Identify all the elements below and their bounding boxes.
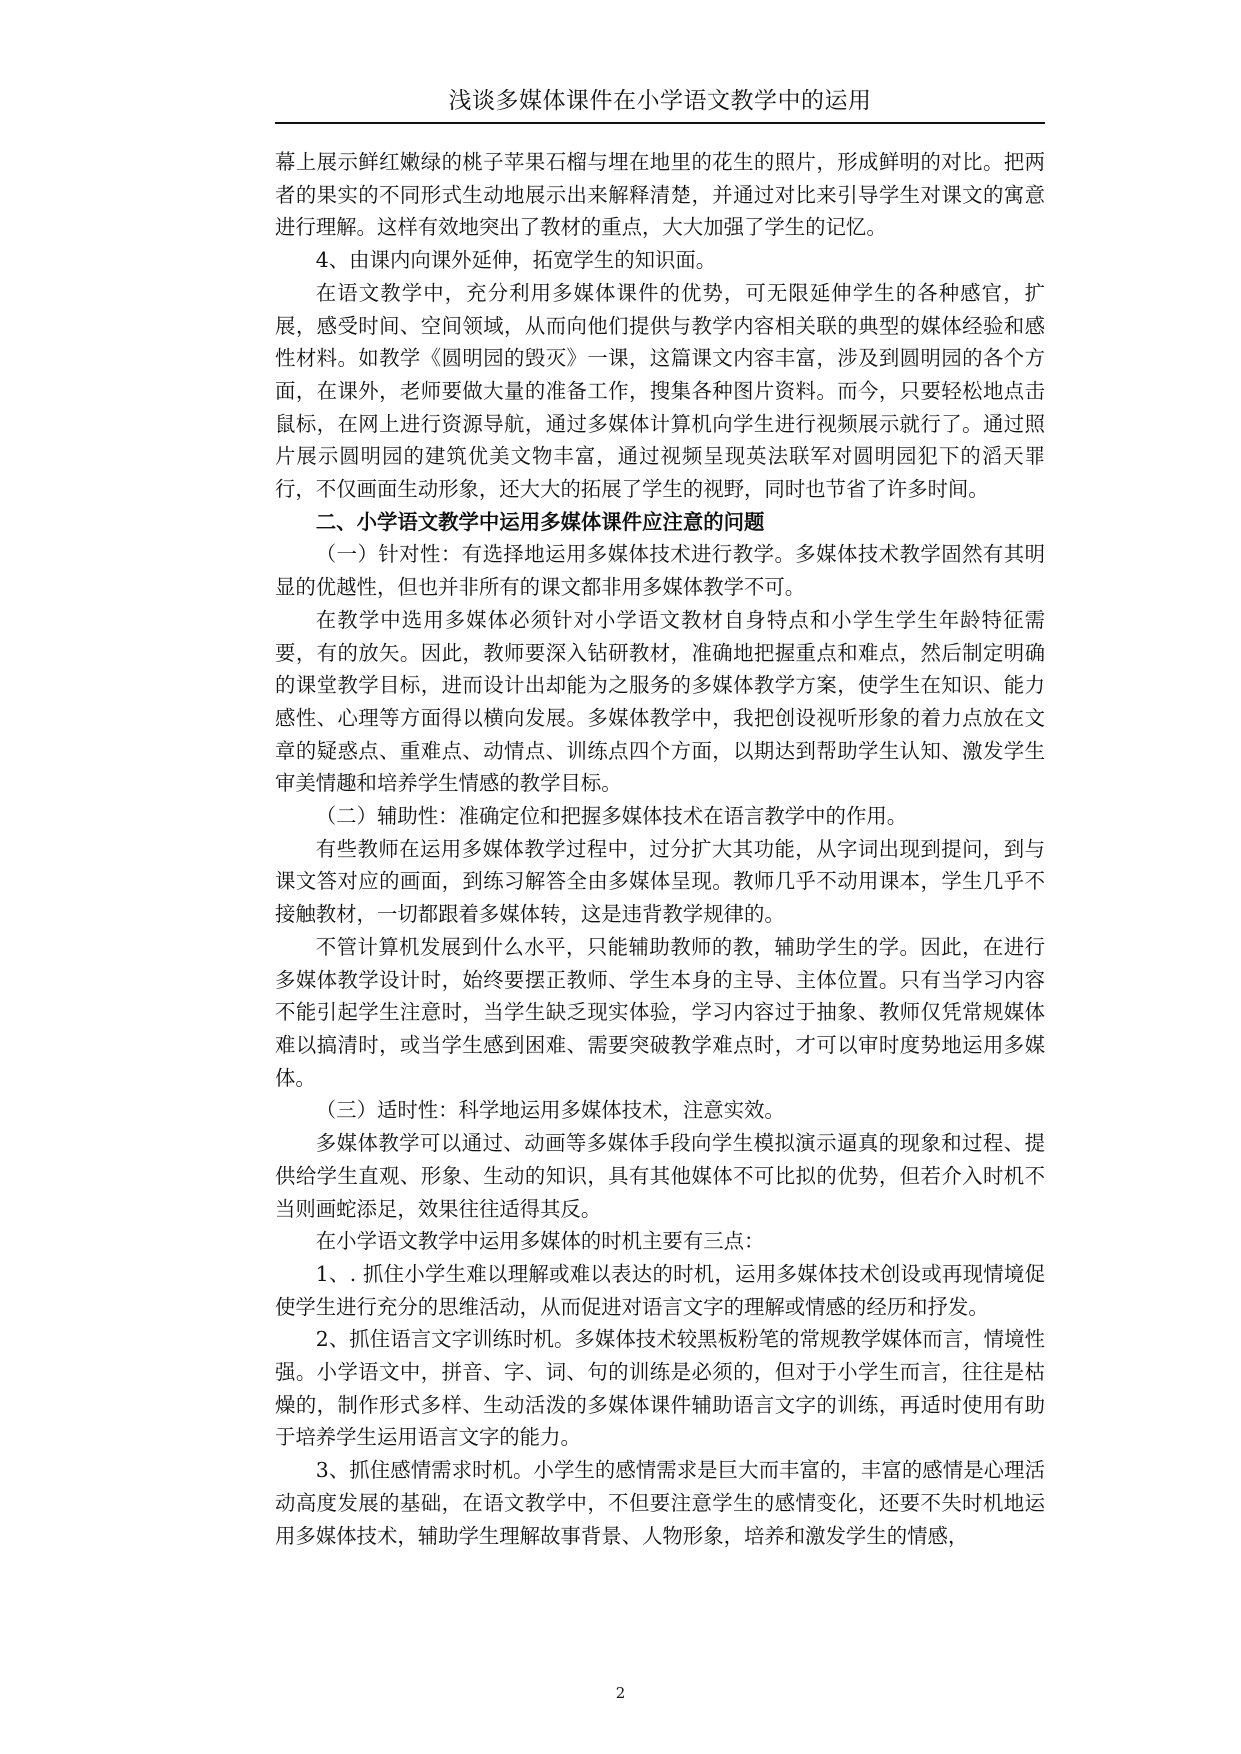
paragraph-point-4: 4、由课内向课外延伸，拓宽学生的知识面。 — [315, 248, 717, 273]
section-heading: 二、小学语文教学中运用多媒体课件应注意的问题 — [315, 509, 765, 534]
list-item-3: 3、抓住感情需求时机。小学生的感情需求是巨大而丰富的，丰富的感情是心理活动高度发展的基础，在语文教学中，不但要注意学生的感情变化，还要不失时机地运用多媒体技术，辅助学生理解故事背景、人物形象，培养和激发学生的情感， — [275, 1458, 1045, 1548]
running-header-title: 浅谈多媒体课件在小学语文教学中的运用 — [448, 88, 872, 114]
paragraph: 有些教师在运用多媒体教学过程中，过分扩大其功能，从字词出现到提问，到与课文答对应的画面，到练习解答全由多媒体呈现。教师几乎不动用课本，学生几乎不接触教材，一切都跟着多媒体转，这是违背教学规律的。 — [275, 836, 1045, 927]
subheading-auxiliary: （二）辅助性：准确定位和把握多媒体技术在语言教学中的作用。 — [315, 804, 908, 829]
list-item-1: 1、. 抓住小学生难以理解或难以表达的时机，运用多媒体技术创设或再现情境促使学生进行充分的思维活动，从而促进对语言文字的理解或情感的经历和抒发。 — [275, 1261, 1045, 1319]
page-number: 2 — [615, 1684, 626, 1702]
paragraph: 在教学中选用多媒体必须针对小学语文教材自身特点和小学生学生年龄特征需要，有的放矢。因此，教师要深入钻研教材，准确地把握重点和难点，然后制定明确的课堂教学目标，进而设计出却能为之服务的多媒体教学方案，使学生在知识、能力感性、心理等方面得以横向发展。多媒体教学中，我把创设视听形象的着力点放在文章的疑惑点、重难点、动情点、训练点四个方面，以期达到帮助学生认知、激发学生审美情趣和培养学生情感的教学目标。 — [275, 607, 1045, 796]
paragraph: 不管计算机发展到什么水平，只能辅助教师的教，辅助学生的学。因此，在进行多媒体教学设计时，始终要摆正教师、学生本身的主导、主体位置。只有当学习内容不能引起学生注意时，当学生缺乏现实体验，学习内容过于抽象、教师仅凭常规媒体难以搞清时，或当学生感到困难、需要突破教学难点时，才可以审时度势地运用多媒体。 — [275, 934, 1045, 1090]
list-item-2: 2、抓住语言文字训练时机。多媒体技术较黑板粉笔的常规教学媒体而言，情境性强。小学语文中，拼音、字、词、句的训练是必须的，但对于小学生而言，往往是枯燥的，制作形式多样、生动活泼的多媒体课件辅助语言文字的训练，再适时使用有助于培养学生运用语言文字的能力。 — [275, 1327, 1045, 1450]
paragraph: 在小学语文教学中运用多媒体的时机主要有三点： — [315, 1229, 765, 1254]
paragraph-continued: 幕上展示鲜红嫩绿的桃子苹果石榴与埋在地里的花生的照片，形成鲜明的对比。把两者的果实的不同形式生动地展示出来解释清楚，并通过对比来引导学生对课文的寓意进行理解。这样有效地突出了教材的重点，大大加强了学生的记忆。 — [275, 150, 1045, 240]
body-text — [275, 146, 1045, 1552]
header-rule — [275, 122, 1045, 124]
paragraph: 多媒体教学可以通过、动画等多媒体手段向学生模拟演示逼真的现象和过程、提供给学生直观、形象、生动的知识，具有其他媒体不可比拟的优势，但若介入时机不当则画蛇添足，效果往往适得其反。 — [275, 1131, 1045, 1221]
subheading-targeted: （一）针对性：有选择地运用多媒体技术进行教学。多媒体技术教学固然有其明显的优越性，但也并非所有的课文都非用多媒体教学不可。 — [275, 542, 1045, 600]
subheading-timeliness: （三）适时性：科学地运用多媒体技术，注意实效。 — [315, 1098, 785, 1123]
paragraph: 在语文教学中，充分利用多媒体课件的优势，可无限延伸学生的各种感官，扩展，感受时间、空间领域，从而向他们提供与教学内容相关联的典型的媒体经验和感性材料。如教学《圆明园的毁灭》一课，这篇课文内容丰富，涉及到圆明园的各个方面，在课外，老师要做大量的准备工作，搜集各种图片资料。而今，只要轻松地点击鼠标，在网上进行资源导航，通过多媒体计算机向学生进行视频展示就行了。通过照片展示圆明园的建筑优美文物丰富，通过视频呈现英法联军对圆明园犯下的滔天罪行，不仅画面生动形象，还大大的拓展了学生的视野，同时也节省了许多时间。 — [275, 280, 1045, 502]
